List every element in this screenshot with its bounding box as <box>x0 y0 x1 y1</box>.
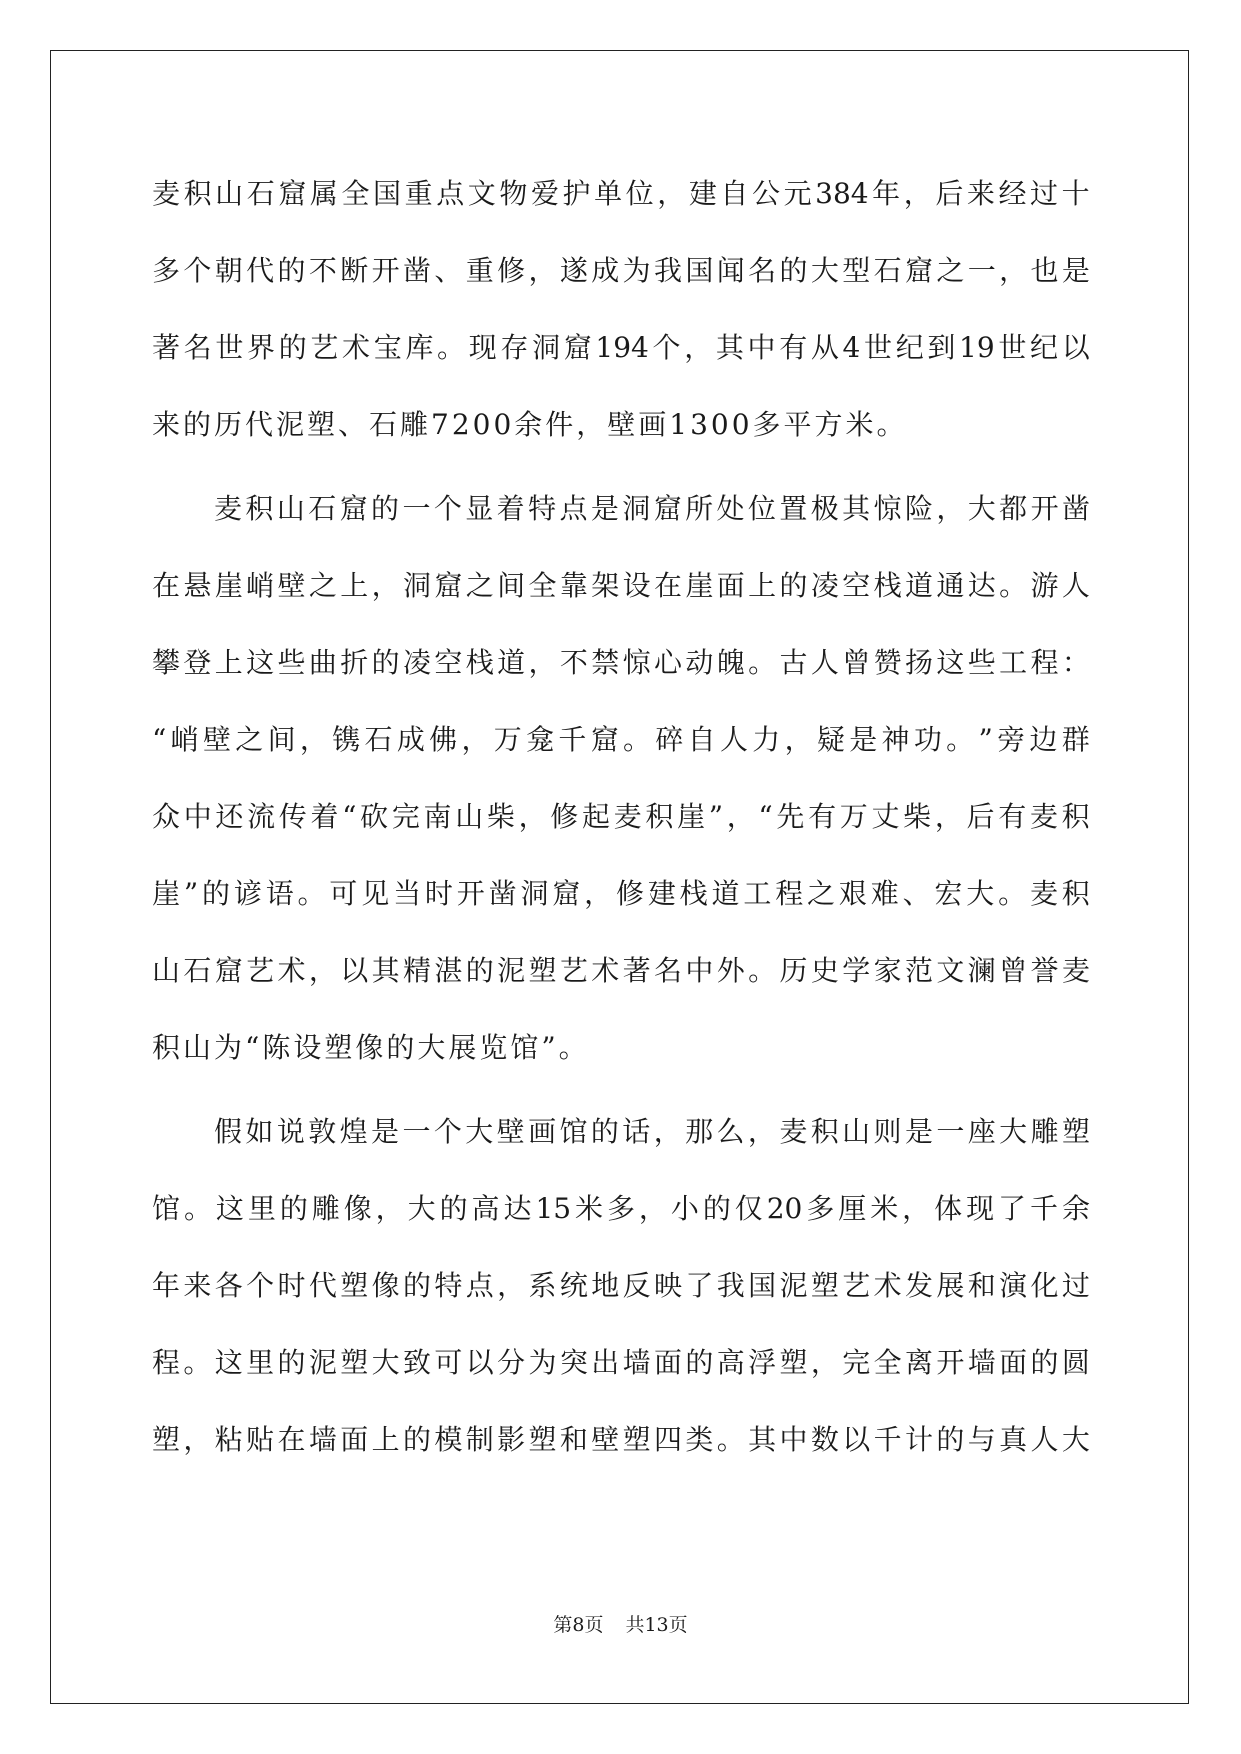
text-line: 来的历代泥塑、石雕7200余件，壁画1300多平方米。 <box>152 408 908 441</box>
paragraph-2 <box>152 470 1090 1086</box>
text-line: 年 来 各 个 时 代 塑 像 的 特 点 ， 系 统 地 反 映 了 我 国 泥 塑 艺 术 发 展 和 演 化 过 <box>152 1269 1090 1302</box>
text-line: 积山为“陈设塑像的大展览馆”。 <box>152 1031 590 1064</box>
page-total: 共13页 <box>625 1614 688 1636</box>
text-line: 假 如 说 敦 煌 是 一 个 大 壁 画 馆 的 话 ， 那 么 ， 麦 积 山 则 是 一 座 大 雕 塑 <box>214 1115 1090 1148</box>
text-line: 攀 登 上 这 些 曲 折 的 凌 空 栈 道 ， 不 禁 惊 心 动 魄 。 古 人 曾 赞 扬 这 些 工 程 ： <box>152 646 1090 679</box>
page-number: 第8页 <box>553 1614 604 1636</box>
text-line: 山 石 窟 艺 术 ， 以 其 精 湛 的 泥 塑 艺 术 著 名 中 外 。 历 史 学 家 范 文 澜 曾 誉 麦 <box>152 954 1090 987</box>
text-line: 馆 。 这 里 的 雕 像 ， 大 的 高 达 15 米 多 ， 小 的 仅 20 多 厘 米 ， 体 现 了 千 余 <box>152 1192 1090 1225</box>
text-line: 麦 积 山 石 窟 属 全 国 重 点 文 物 爱 护 单 位 ， 建 自 公 元 384 年 ， 后 来 经 过 十 <box>152 177 1090 210</box>
text-line: 程 。 这 里 的 泥 塑 大 致 可 以 分 为 突 出 墙 面 的 高 浮 塑 ， 完 全 离 开 墙 面 的 圆 <box>152 1346 1090 1379</box>
text-line: 麦 积 山 石 窟 的 一 个 显 着 特 点 是 洞 窟 所 处 位 置 极 其 惊 险 ， 大 都 开 凿 <box>214 492 1090 525</box>
paragraph-1 <box>152 155 1090 463</box>
document-body <box>152 155 1090 1478</box>
text-line: “ 峭 壁 之 间 ， 镌 石 成 佛 ， 万 龛 千 窟 。 碎 自 人 力 ， 疑 是 神 功 。 ” 旁 边 群 <box>152 723 1090 756</box>
text-line: 多 个 朝 代 的 不 断 开 凿 、 重 修 ， 遂 成 为 我 国 闻 名 的 大 型 石 窟 之 一 ， 也 是 <box>152 254 1090 287</box>
text-line: 塑 ， 粘 贴 在 墙 面 上 的 模 制 影 塑 和 壁 塑 四 类 。 其 中 数 以 千 计 的 与 真 人 大 <box>152 1423 1090 1456</box>
text-line: 在 悬 崖 峭 壁 之 上 ， 洞 窟 之 间 全 靠 架 设 在 崖 面 上 的 凌 空 栈 道 通 达 。 游 人 <box>152 569 1090 602</box>
page-footer <box>0 1610 1241 1637</box>
text-line: 众 中 还 流 传 着 “ 砍 完 南 山 柴 ， 修 起 麦 积 崖 ” ， “ 先 有 万 丈 柴 ， 后 有 麦 积 <box>152 800 1090 833</box>
paragraph-3 <box>152 1093 1090 1478</box>
text-line: 崖 ” 的 谚 语 。 可 见 当 时 开 凿 洞 窟 ， 修 建 栈 道 工 程 之 艰 难 、 宏 大 。 麦 积 <box>152 877 1090 910</box>
text-line: 著 名 世 界 的 艺 术 宝 库 。 现 存 洞 窟 194 个 ， 其 中 有 从 4 世 纪 到 19 世 纪 以 <box>152 331 1090 364</box>
